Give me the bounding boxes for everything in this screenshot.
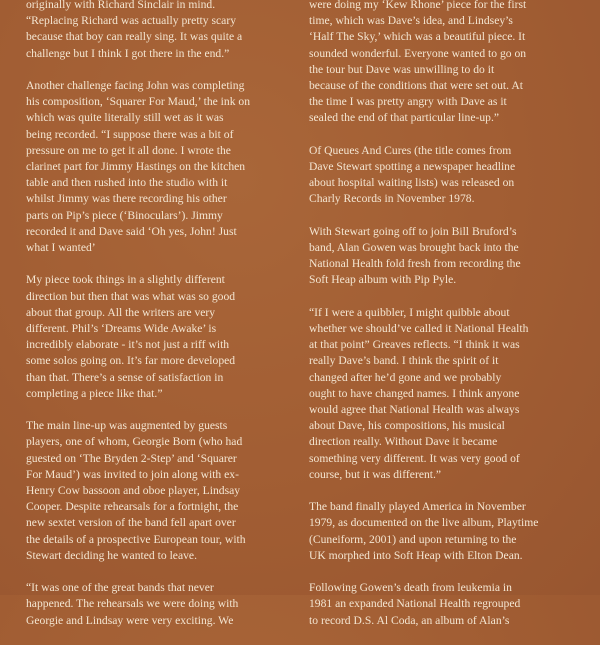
paragraph: Following Gowen’s death from leukemia in 1981 an expanded National Health regrouped to record D.S. Al Coda, an album of Alan’s xyxy=(309,581,521,627)
paragraph: “It was one of the great bands that never happened. The rehearsals we were doing with Georgie and Lindsay were very exciting. We xyxy=(26,581,239,627)
paragraph: originally with Richard Sinclair in mind. “Replacing Richard was actually pretty scary because that boy can really sing. It was quite a challenge but I think I got there in the end.” xyxy=(26,0,243,60)
paragraph: The band finally played America in November 1979, as documented on the live album, Playtime (Cuneiform, 2001) and upon returning to the UK morphed into Soft Heap with Elton Dean. xyxy=(309,500,539,562)
paragraph: “If I were a quibbler, I might quibble about whether we should’ve called it National Health at that point” Greaves reflects. “I think it was really Dave’s band. I think the spirit of it changed after he’d gone and we probably ought to have changed names. I think anyone would agree that National Health was always about Dave, his compositions, his musical direction really. Without Dave it became something very different. It was very good of course, but it was different.” xyxy=(309,305,529,481)
paragraph: Another challenge facing John was completing his composition, ‘Squarer For Maud,’ the ink on which was quite literally still wet as it was being recorded. “I suppose there was a bit of pressure on me to get it all done. I wrote the clarinet part for Jimmy Hastings on the kitchen table and then rushed into the studio with it whilst Jimmy was there recording his other parts on Pip’s piece (‘Binoculars’). Jimmy recorded it and Dave said ‘Oh yes, John! Just what I wanted’ xyxy=(26,79,251,255)
right-column xyxy=(309,0,593,645)
left-column xyxy=(26,0,310,645)
paragraph: With Stewart going off to join Bill Bruford’s band, Alan Gowen was brought back into the National Health fold fresh from recording the Soft Heap album with Pip Pyle. xyxy=(309,224,521,287)
paragraph: The main line-up was augmented by guests players, one of whom, Georgie Born (who had guested on ‘The Bryden 2-Step’ and ‘Squarer For Maud’) was invited to join along with ex- Henry Cow bassoon and oboe player, Lindsay Cooper. Despite rehearsals for a fortnight, the new sextet version of the band fell apart over the details of a prospective European tour, with Stewart deciding he wanted to leave. xyxy=(26,419,246,562)
paragraph: were doing my ‘Kew Rhone’ piece for the first time, which was Dave’s idea, and Lindsey’s ‘Half The Sky,’ which was a beautiful piece. It sounded wonderful. Everyone wanted to go on the tour but Dave was unwilling to do it because of the conditions that were set out. At the time I was pretty angry with Dave as it sealed the end of that particular line-up.” xyxy=(309,0,527,125)
paragraph: Of Queues And Cures (the title comes from Dave Stewart spotting a newspaper headline about hospital waiting lists) was released on Charly Records in November 1978. xyxy=(309,143,516,206)
paragraph: My piece took things in a slightly different direction but then that was what was so good about that group. All the writers are very different. Phil’s ‘Dreams Wide Awake’ is incredibly elaborate - it’s not just a riff with some solos going on. It’s far more developed than that. There’s a sense of satisfaction in completing a piece like that.” xyxy=(26,273,236,400)
